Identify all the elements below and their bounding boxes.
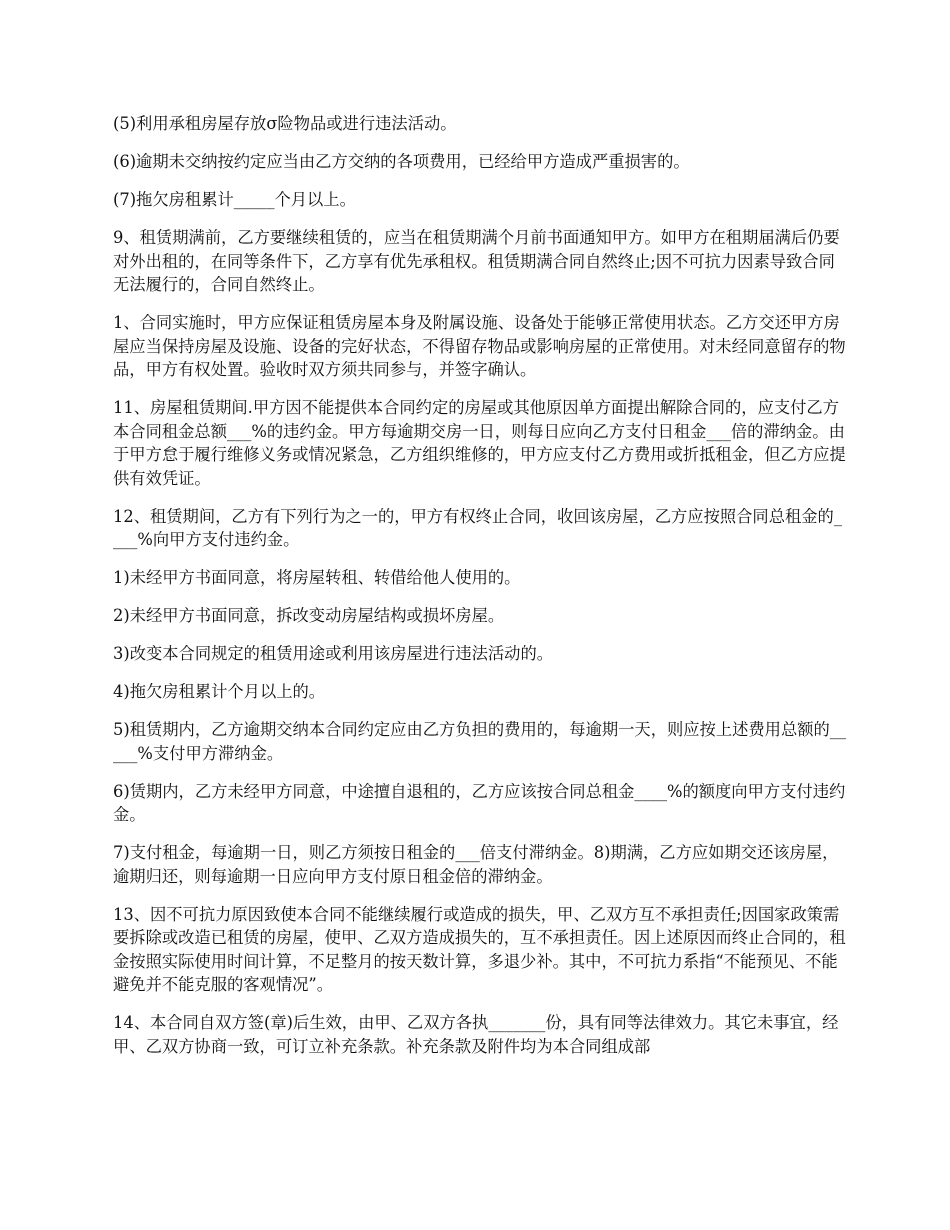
paragraph-subitem-7: 7)支付租金，每逾期一日，则乙方须按日租金的___倍支付滞纳金。8)期满，乙方应如期交还该房屋，逾期归还，则每逾期一日应向甲方支付原日租金倍的滞纳金。 [113, 843, 839, 886]
paragraph-subitem-6: 6)赁期内，乙方未经甲方同意，中途擅自退租的，乙方应该按合同总租金____%的额度向甲方支付违约金。 [113, 781, 846, 824]
paragraph-clause-11: 11、房屋租赁期间.甲方因不能提供本合同约定的房屋或其他原因单方面提出解除合同的，应支付乙方本合同租金总额___%的违约金。甲方每逾期交房一日，则每日应向乙方支付日租金___倍的滞纳金。由于甲方怠于履行维修义务或情况紧急，乙方组织维修的，甲方应支付乙方费用或折抵租金，但乙方应提供有效凭证。 [113, 398, 846, 488]
paragraph-clause-13: 13、因不可抗力原因致使本合同不能继续履行或造成的损失，甲、乙双方互不承担责任;因国家政策需要拆除或改造已租赁的房屋，使甲、乙双方造成损失的，互不承担责任。因上述原因而终止合同的，租金按照实际使用时间计算，不足整月的按天数计算，多退少补。其中，不可抗力系指“不能预见、不能避免并不能克服的客观情况”。 [113, 904, 846, 994]
document-body [113, 112, 848, 1073]
paragraph-item-7: (7)拖欠房租累计_____个月以上。 [113, 190, 356, 209]
paragraph-subitem-1: 1)未经甲方书面同意，将房屋转租、转借给他人使用的。 [113, 568, 521, 587]
paragraph-clause-14: 14、本合同自双方签(章)后生效，由甲、乙双方各执_______份，具有同等法律效力。其它未事宜，经甲、乙双方协商一致，可订立补充条款。补充条款及附件均为本合同组成部 [113, 1013, 839, 1056]
paragraph-item-6: (6)逾期未交纳按约定应当由乙方交纳的各项费用，已经给甲方造成严重损害的。 [113, 152, 690, 171]
paragraph-subitem-5: 5)租赁期内，乙方逾期交纳本合同约定应由乙方负担的费用的，每逾期一天，则应按上述费用总额的_____%支付甲方滞纳金。 [113, 720, 847, 763]
paragraph-item-5: (5)利用承租房屋存放σ险物品或进行违法活动。 [113, 114, 457, 133]
paragraph-subitem-3: 3)改变本合同规定的租赁用途或利用该房屋进行违法活动的。 [113, 644, 554, 663]
paragraph-clause-12: 12、租赁期间，乙方有下列行为之一的，甲方有权终止合同，收回该房屋，乙方应按照合同总租金的____%向甲方支付违约金。 [113, 506, 842, 549]
paragraph-clause-1: 1、合同实施时，甲方应保证租赁房屋本身及附属设施、设备处于能够正常使用状态。乙方交还甲方房屋应当保持房屋及设施、设备的完好状态，不得留存物品或影响房屋的正常使用。对未经同意留存的物品，甲方有权处置。验收时双方须共同参与，并签字确认。 [113, 313, 846, 379]
paragraph-subitem-2: 2)未经甲方书面同意，拆改变动房屋结构或损坏房屋。 [113, 606, 505, 625]
paragraph-clause-9: 9、租赁期满前，乙方要继续租赁的，应当在租赁期满个月前书面通知甲方。如甲方在租期届满后仍要对外出租的，在同等条件下，乙方享有优先承租权。租赁期满合同自然终止;因不可抗力因素导致合同无法履行的，合同自然终止。 [113, 228, 840, 294]
paragraph-subitem-4: 4)拖欠房租累计个月以上的。 [113, 682, 326, 701]
